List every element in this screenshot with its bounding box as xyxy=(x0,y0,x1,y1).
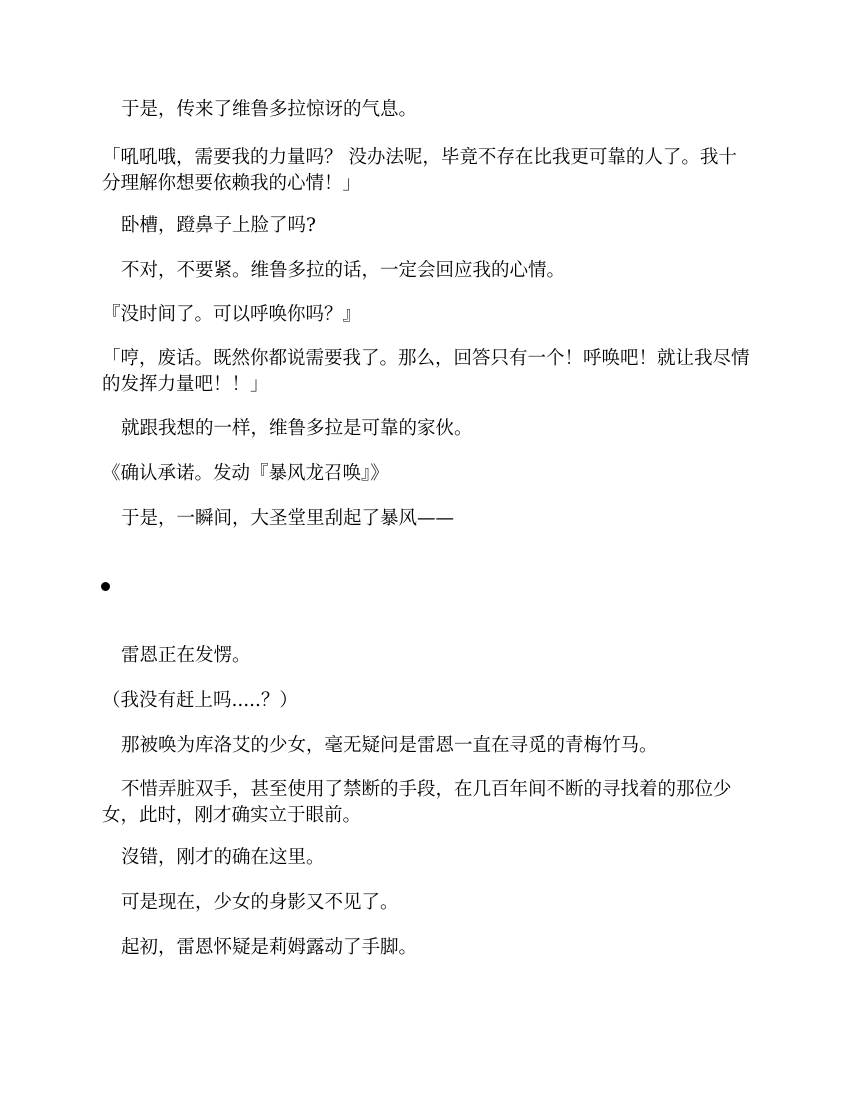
section-break-bullet xyxy=(101,582,110,591)
paragraph-2: 「吼吼哦，需要我的力量吗？ 没办法呢，毕竟不存在比我更可靠的人了。我十分理解你想要依赖我的心情！」 xyxy=(102,147,737,194)
paragraph-15: 可是现在，少女的身影又不见了。 xyxy=(121,892,399,913)
paragraph-4: 不对，不要紧。维鲁多拉的话，一定会回应我的心情。 xyxy=(121,260,566,281)
paragraph-3: 卧槽，蹬鼻子上脸了吗? xyxy=(121,215,316,236)
paragraph-6: 「哼，废话。既然你都说需要我了。那么，回答只有一个！呼唤吧！就让我尽情的发挥力量吧！！」 xyxy=(102,348,750,395)
paragraph-12: 那被唤为库洛艾的少女，毫无疑问是雷恩一直在寻觅的青梅竹马。 xyxy=(121,735,658,756)
paragraph-7: 就跟我想的一样，维鲁多拉是可靠的家伙。 xyxy=(121,418,473,439)
paragraph-10: 雷恩正在发愣。 xyxy=(121,645,251,666)
paragraph-5: 『没时间了。可以呼唤你吗？』 xyxy=(102,304,362,325)
paragraph-8: 《确认承诺。发动『暴风龙召唤』》 xyxy=(102,463,389,484)
paragraph-13: 不惜弄脏双手，甚至使用了禁断的手段，在几百年间不断的寻找着的那位少女，此时，刚才确实立于眼前。 xyxy=(102,779,732,826)
paragraph-11: （我没有赶上吗.....？） xyxy=(102,690,298,711)
paragraph-14: 沒错，刚才的确在这里。 xyxy=(121,847,325,868)
paragraph-9: 于是，一瞬间，大圣堂里刮起了暴风—— xyxy=(121,508,455,529)
paragraph-1: 于是，传来了维鲁多拉惊讶的气息。 xyxy=(121,99,418,120)
paragraph-16: 起初，雷恩怀疑是莉姆露动了手脚。 xyxy=(121,937,418,958)
